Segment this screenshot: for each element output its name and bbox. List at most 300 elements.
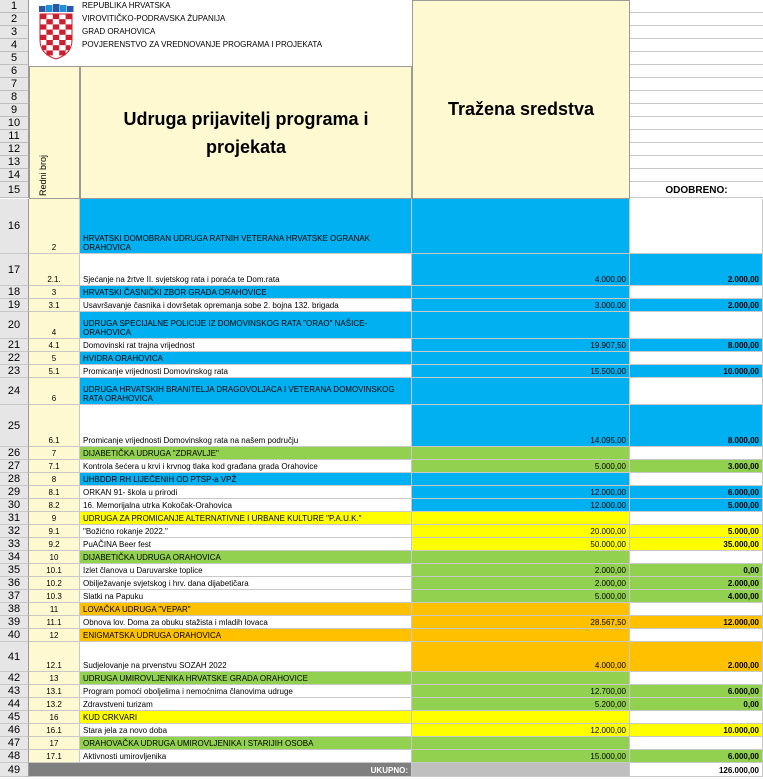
row-header[interactable]: 9 [0, 104, 29, 117]
requested-amount-cell[interactable] [412, 405, 630, 447]
requested-amount-cell[interactable] [412, 312, 630, 339]
program-name-cell[interactable] [80, 577, 412, 590]
approved-amount-cell[interactable] [630, 711, 763, 724]
requested-amount-cell[interactable] [412, 629, 630, 642]
requested-amount-cell[interactable] [412, 512, 630, 525]
approved-amount-cell[interactable] [630, 512, 763, 525]
program-name-cell[interactable] [80, 405, 412, 447]
row-header[interactable]: 17 [0, 254, 29, 286]
association-name-cell[interactable] [80, 352, 412, 365]
redni-broj-cell[interactable] [29, 460, 80, 473]
association-name-cell[interactable] [80, 512, 412, 525]
redni-broj-value: 13.1 [46, 687, 62, 696]
association-name: UDRUGA UMIROVLJENIKA HRVATSKE GRADA ORAHOVICE [83, 674, 308, 683]
row-header[interactable]: 7 [0, 78, 29, 91]
association-name: LOVAČKA UDRUGA "VEPAR" [83, 605, 191, 614]
approved-amount-cell[interactable] [630, 538, 763, 551]
row-header[interactable]: 26 [0, 447, 29, 460]
program-name-cell[interactable] [80, 724, 412, 737]
table-row [0, 672, 763, 685]
table-row [0, 286, 763, 299]
requested-amount-cell[interactable] [412, 538, 630, 551]
requested-amount-cell[interactable] [412, 616, 630, 629]
row-header[interactable]: 47 [0, 737, 29, 750]
approved-amount-cell[interactable] [630, 473, 763, 486]
association-name: HRVATSKI ČASNIČKI ZBOR GRADA ORAHOVICE [83, 288, 267, 297]
total-approved-cell[interactable] [630, 763, 763, 777]
approved-amount-cell[interactable] [630, 339, 763, 352]
redni-broj-value: 16.1 [46, 726, 62, 735]
requested-amount-cell[interactable] [412, 299, 630, 312]
redni-broj-value: 17 [49, 739, 59, 748]
row-header[interactable]: 35 [0, 564, 29, 577]
requested-amount: 4.000,00 [594, 275, 626, 284]
requested-amount-cell[interactable] [412, 577, 630, 590]
redni-broj-value: 7.1 [48, 462, 60, 471]
program-name: Usavršavanje časnika i dovršetak opremanja sobe 2. bojna 132. brigada [83, 301, 339, 310]
redni-broj-cell[interactable] [29, 551, 80, 564]
row-header[interactable]: 33 [0, 538, 29, 551]
redni-broj-cell[interactable] [29, 711, 80, 724]
requested-amount: 15.500,00 [590, 367, 626, 376]
redni-broj-value: 6.1 [48, 436, 60, 445]
approved-amount [756, 297, 762, 298]
requested-amount: 15.000,00 [590, 752, 626, 761]
row-header[interactable]: 13 [0, 156, 29, 169]
requested-amount-cell[interactable] [412, 564, 630, 577]
program-name-cell[interactable] [80, 750, 412, 763]
requested-amount-cell[interactable] [412, 750, 630, 763]
requested-amount-cell[interactable] [412, 672, 630, 685]
redni-broj-cell[interactable] [29, 473, 80, 486]
approved-header-cell[interactable] [630, 65, 763, 78]
redni-broj-cell[interactable] [29, 286, 80, 299]
program-name-cell[interactable] [80, 685, 412, 698]
approved-amount-cell[interactable] [630, 254, 763, 286]
requested-amount-cell[interactable] [412, 352, 630, 365]
program-name-cell[interactable] [80, 538, 412, 551]
approved-header-cell[interactable] [630, 91, 763, 104]
approved-amount-cell[interactable] [630, 199, 763, 254]
requested-amount-cell[interactable] [412, 473, 630, 486]
redni-broj-value: 4 [51, 328, 57, 337]
row-header[interactable]: 2 [0, 13, 29, 26]
association-name: HVIDRA ORAHOVICA [83, 354, 164, 363]
program-name: Sudjelovanje na prvenstvu SOZAH 2022 [83, 661, 227, 670]
row-header[interactable]: 29 [0, 486, 29, 499]
row-header[interactable]: 21 [0, 339, 29, 352]
approved-amount: 2.000,00 [727, 579, 759, 588]
table-row [0, 564, 763, 577]
table-row [0, 724, 763, 737]
requested-amount-cell[interactable] [412, 339, 630, 352]
row-header[interactable]: 14 [0, 169, 29, 182]
approved-amount-cell[interactable] [630, 352, 763, 365]
approved-amount: 6.000,00 [727, 752, 759, 761]
approved-header-cell[interactable] [630, 104, 763, 117]
approved-amount [756, 523, 762, 524]
requested-amount-cell[interactable] [412, 590, 630, 603]
program-name-cell[interactable] [80, 339, 412, 352]
row-header[interactable]: 42 [0, 672, 29, 685]
program-name: Obnova lov. Doma za obuku stažista i mladih lovaca [83, 618, 268, 627]
row-header[interactable]: 18 [0, 286, 29, 299]
row-header[interactable]: 4 [0, 39, 29, 52]
row-header[interactable]: 37 [0, 590, 29, 603]
row-header[interactable]: 31 [0, 512, 29, 525]
program-name-cell[interactable] [80, 525, 412, 538]
program-name: Aktivnosti umirovljenika [83, 752, 167, 761]
row-header[interactable]: 43 [0, 685, 29, 698]
row-header[interactable]: 12 [0, 143, 29, 156]
redni-broj-cell[interactable] [29, 629, 80, 642]
requested-amount-cell[interactable] [412, 551, 630, 564]
approved-amount [756, 458, 762, 459]
row-header[interactable]: 28 [0, 473, 29, 486]
association-name-cell[interactable] [80, 378, 412, 405]
row-header[interactable]: 1 [0, 0, 29, 13]
requested-amount-cell[interactable] [412, 486, 630, 499]
header-line-1: REPUBLIKA HRVATSKA [82, 1, 171, 10]
row-header[interactable]: 11 [0, 130, 29, 143]
row-header[interactable]: 38 [0, 603, 29, 616]
redni-broj-value: 7 [51, 449, 57, 458]
row-header[interactable]: 40 [0, 629, 29, 642]
table-row [0, 365, 763, 378]
program-name-cell[interactable] [80, 460, 412, 473]
requested-amount [623, 562, 629, 563]
approved-column-title: ODOBRENO: [665, 185, 728, 196]
approved-header-cell[interactable] [630, 130, 763, 143]
approved-amount [756, 722, 762, 723]
redni-broj-cell[interactable] [29, 525, 80, 538]
row-header[interactable]: 45 [0, 711, 29, 724]
approved-amount-cell[interactable] [630, 685, 763, 698]
row-header[interactable]: 49 [0, 763, 29, 777]
redni-broj-value: 13 [49, 674, 59, 683]
requested-amount: 4.000,00 [594, 661, 626, 670]
approved-amount-cell[interactable] [630, 642, 763, 672]
row-header[interactable]: 30 [0, 499, 29, 512]
approved-amount: 2.000,00 [727, 661, 759, 670]
redni-broj-cell[interactable] [29, 405, 80, 447]
approved-amount-cell[interactable] [630, 365, 763, 378]
approved-amount-cell[interactable] [630, 460, 763, 473]
redni-broj-cell[interactable] [29, 339, 80, 352]
redni-broj-cell[interactable] [29, 737, 80, 750]
row-header[interactable]: 19 [0, 299, 29, 312]
table-row [0, 603, 763, 616]
approved-amount-cell[interactable] [630, 616, 763, 629]
table-row [0, 685, 763, 698]
approved-amount: 10.000,00 [723, 367, 759, 376]
program-name-cell[interactable] [80, 642, 412, 672]
program-name-cell[interactable] [80, 499, 412, 512]
row-header[interactable]: 48 [0, 750, 29, 763]
association-name-cell[interactable] [80, 629, 412, 642]
redni-broj-value: 5.1 [48, 367, 60, 376]
program-name: "Božićno rokanje 2022." [83, 527, 168, 536]
redni-broj-cell[interactable] [29, 378, 80, 405]
approved-header-cell[interactable] [630, 13, 763, 26]
approved-amount: 10.000,00 [723, 726, 759, 735]
table-row [0, 590, 763, 603]
redni-broj-cell[interactable] [29, 642, 80, 672]
redni-broj-cell[interactable] [29, 512, 80, 525]
requested-amount: 5.000,00 [594, 462, 626, 471]
requested-amount [623, 748, 629, 749]
redni-broj-cell[interactable] [29, 577, 80, 590]
approved-amount: 6.000,00 [727, 488, 759, 497]
row-header[interactable]: 41 [0, 642, 29, 672]
approved-amount: 5.000,00 [727, 501, 759, 510]
requested-amount [623, 523, 629, 524]
approved-amount-cell[interactable] [630, 447, 763, 460]
requested-amount-cell[interactable] [412, 199, 630, 254]
header-line-3: GRAD ORAHOVICA [82, 27, 156, 36]
redni-broj-cell[interactable] [29, 199, 80, 254]
redni-broj-cell[interactable] [29, 672, 80, 685]
association-name-cell[interactable] [80, 312, 412, 339]
requested-amount [623, 484, 629, 485]
row-header[interactable]: 27 [0, 460, 29, 473]
requested-amount: 14.095,00 [590, 436, 626, 445]
approved-amount-cell[interactable] [630, 590, 763, 603]
row-header[interactable]: 25 [0, 405, 29, 447]
redni-broj-value: 2.1. [47, 275, 61, 284]
approved-amount: 35.000,00 [723, 540, 759, 549]
row-header[interactable]: 44 [0, 698, 29, 711]
approved-header-cell[interactable] [630, 156, 763, 169]
approved-amount-cell[interactable] [630, 551, 763, 564]
approved-amount: 3.000,00 [727, 462, 759, 471]
approved-amount-cell[interactable] [630, 378, 763, 405]
association-name: UDRUGA ZA PROMICANJE ALTERNATIVNE I URBANE KULTURE "P.A.U.K." [83, 514, 362, 523]
redni-broj-cell[interactable] [29, 685, 80, 698]
approved-amount-cell[interactable] [630, 672, 763, 685]
redni-broj-value: 11 [49, 605, 59, 614]
row-header[interactable]: 16 [0, 199, 29, 254]
table-row [0, 577, 763, 590]
requested-amount-cell[interactable] [412, 378, 630, 405]
requested-amount-cell[interactable] [412, 365, 630, 378]
table-row [0, 460, 763, 473]
association-name-cell[interactable] [80, 711, 412, 724]
approved-amount-cell[interactable] [630, 577, 763, 590]
approved-amount-cell[interactable] [630, 286, 763, 299]
row-header[interactable]: 3 [0, 26, 29, 39]
row-header[interactable]: 36 [0, 577, 29, 590]
approved-amount-cell[interactable] [630, 405, 763, 447]
association-name-cell[interactable] [80, 199, 412, 254]
table-row [0, 525, 763, 538]
redni-broj-header-cell[interactable] [29, 66, 80, 199]
approved-header-cell[interactable] [630, 39, 763, 52]
requested-amount-cell[interactable] [412, 499, 630, 512]
association-name-cell[interactable] [80, 286, 412, 299]
row-header[interactable]: 5 [0, 52, 29, 65]
approved-header-cell[interactable] [630, 117, 763, 130]
association-name-cell[interactable] [80, 672, 412, 685]
redni-broj-cell[interactable] [29, 698, 80, 711]
requested-amount-cell[interactable] [412, 737, 630, 750]
program-name: PuAČINA Beer fest [83, 540, 152, 549]
row-header[interactable]: 46 [0, 724, 29, 737]
approved-amount-cell[interactable] [630, 564, 763, 577]
requested-amount-cell[interactable] [412, 254, 630, 286]
requested-amount: 2.000,00 [594, 566, 626, 575]
association-name: UDRUGA HRVATSKIH BRANITELJA DRAGOVOLJACA I VETERANA DOMOVINSKOG RATA ORAHOVICA [83, 385, 395, 403]
program-name: 16. Memorijalna utrka Kokočak-Orahovica [83, 501, 232, 510]
table-row [0, 312, 763, 339]
program-name-cell[interactable] [80, 564, 412, 577]
redni-broj-cell[interactable] [29, 312, 80, 339]
row-header[interactable]: 20 [0, 312, 29, 339]
association-name-cell[interactable] [80, 603, 412, 616]
requested-amount: 5.000,00 [594, 592, 626, 601]
redni-broj-cell[interactable] [29, 750, 80, 763]
approved-header-cell[interactable] [630, 26, 763, 39]
requested-amount-cell[interactable] [412, 603, 630, 616]
program-name: ORKAN 91- škola u prirodi [83, 488, 178, 497]
table-row [0, 711, 763, 724]
redni-broj-cell[interactable] [29, 538, 80, 551]
approved-amount-cell[interactable] [630, 525, 763, 538]
approved-amount-cell[interactable] [630, 499, 763, 512]
redni-broj-cell[interactable] [29, 724, 80, 737]
approved-amount-cell[interactable] [630, 737, 763, 750]
redni-broj-cell[interactable] [29, 254, 80, 286]
requested-amount [623, 458, 629, 459]
row-header[interactable]: 10 [0, 117, 29, 130]
requested-amount-cell[interactable] [412, 447, 630, 460]
row-header[interactable]: 15 [0, 182, 29, 198]
program-name-cell[interactable] [80, 365, 412, 378]
requested-amount-cell[interactable] [412, 711, 630, 724]
row-header[interactable]: 24 [0, 378, 29, 405]
program-name-cell[interactable] [80, 254, 412, 286]
approved-amount-cell[interactable] [630, 603, 763, 616]
total-label-cell[interactable] [29, 763, 412, 777]
redni-broj-value: 3.1 [48, 301, 60, 310]
requested-amount: 12.700,00 [590, 687, 626, 696]
row-header[interactable]: 34 [0, 551, 29, 564]
redni-broj-cell[interactable] [29, 447, 80, 460]
redni-broj-value: 5 [51, 354, 57, 363]
association-name: UHBDDR RH LIJEČENIH OD PTSP-a VPŽ [83, 475, 237, 484]
requested-amount-cell[interactable] [412, 642, 630, 672]
approved-amount-cell[interactable] [630, 698, 763, 711]
approved-amount-cell[interactable] [630, 750, 763, 763]
association-name-cell[interactable] [80, 737, 412, 750]
redni-broj-value: 8.2 [48, 501, 60, 510]
row-header[interactable]: 39 [0, 616, 29, 629]
total-requested-cell[interactable] [412, 763, 630, 777]
redni-broj-cell[interactable] [29, 486, 80, 499]
program-name-cell[interactable] [80, 486, 412, 499]
redni-broj-cell[interactable] [29, 590, 80, 603]
redni-broj-cell[interactable] [29, 499, 80, 512]
row-header[interactable]: 32 [0, 525, 29, 538]
approved-amount-cell[interactable] [630, 486, 763, 499]
approved-amount [756, 403, 762, 404]
row-header[interactable]: 8 [0, 91, 29, 104]
total-label: UKUPNO: [370, 766, 408, 775]
row-header[interactable]: 22 [0, 352, 29, 365]
redni-broj-label: Redni broj [38, 154, 48, 196]
association-header-cell[interactable] [80, 66, 412, 199]
requested-amount: 20.000,00 [590, 527, 626, 536]
association-name-cell[interactable] [80, 551, 412, 564]
redni-broj-cell[interactable] [29, 365, 80, 378]
approved-header-cell[interactable] [630, 143, 763, 156]
approved-amount [756, 683, 762, 684]
croatian-coat-of-arms-icon [37, 4, 75, 60]
program-name-cell[interactable] [80, 299, 412, 312]
table-row [0, 642, 763, 672]
redni-broj-cell[interactable] [29, 564, 80, 577]
program-name-cell[interactable] [80, 590, 412, 603]
approved-header-cell[interactable] [630, 52, 763, 65]
approved-amount: 2.000,00 [727, 301, 759, 310]
requested-amount: 50.000,00 [590, 540, 626, 549]
program-name-cell[interactable] [80, 616, 412, 629]
approved-amount-cell[interactable] [630, 724, 763, 737]
redni-broj-cell[interactable] [29, 616, 80, 629]
approved-top-cell[interactable] [630, 0, 763, 13]
association-name-cell[interactable] [80, 473, 412, 486]
requested-amount [623, 363, 629, 364]
approved-amount-cell[interactable] [630, 299, 763, 312]
table-row [0, 737, 763, 750]
requested-header-cell[interactable] [412, 0, 630, 199]
redni-broj-cell[interactable] [29, 299, 80, 312]
approved-header-cell[interactable] [630, 169, 763, 182]
table-row [0, 538, 763, 551]
association-name: DIJABETIČKA UDRUGA ORAHOVICA [83, 553, 221, 562]
redni-broj-value: 9.1 [48, 527, 60, 536]
requested-amount [623, 683, 629, 684]
table-row [0, 352, 763, 365]
requested-amount [623, 614, 629, 615]
row-header[interactable]: 23 [0, 365, 29, 378]
program-name-cell[interactable] [80, 698, 412, 711]
approved-amount: 12.000,00 [723, 618, 759, 627]
requested-amount-cell[interactable] [412, 685, 630, 698]
redni-broj-value: 8 [51, 475, 57, 484]
approved-amount-cell[interactable] [630, 629, 763, 642]
program-name: Sjećanje na žrtve II. svjetskog rata i poraća te Dom.rata [83, 275, 280, 284]
redni-broj-value: 10 [49, 553, 59, 562]
approved-amount [756, 562, 762, 563]
requested-amount-cell[interactable] [412, 525, 630, 538]
redni-broj-cell[interactable] [29, 352, 80, 365]
approved-amount-cell[interactable] [630, 312, 763, 339]
requested-amount-cell[interactable] [412, 698, 630, 711]
redni-broj-value: 11.1 [46, 618, 62, 627]
approved-header-cell[interactable] [630, 78, 763, 91]
requested-amount-cell[interactable] [412, 724, 630, 737]
association-name: KUD CRKVARI [83, 713, 138, 722]
requested-amount-cell[interactable] [412, 286, 630, 299]
association-name-cell[interactable] [80, 447, 412, 460]
association-name: ORAHOVAČKA UDRUGA UMIROVLJENIKA I STARIJIH OSOBA [83, 739, 314, 748]
row-header[interactable]: 6 [0, 65, 29, 78]
association-column-title: Udruga prijavitelj programa i projekata [123, 108, 369, 157]
program-name: Zdravstveni turizam [83, 700, 153, 709]
redni-broj-cell[interactable] [29, 603, 80, 616]
requested-amount-cell[interactable] [412, 460, 630, 473]
